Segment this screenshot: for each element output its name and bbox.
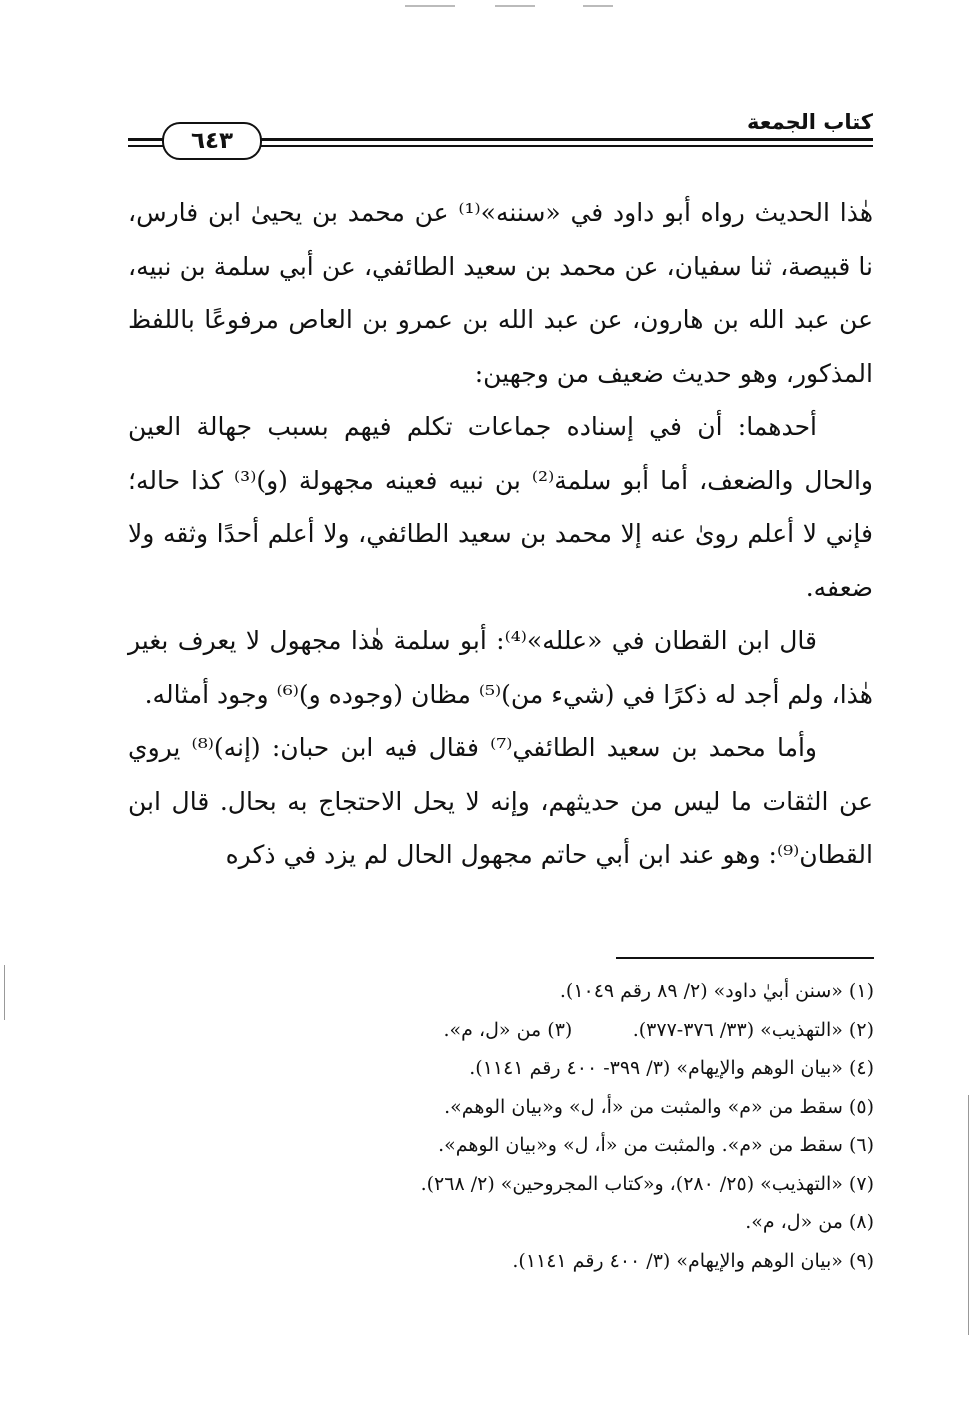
- page-header: [128, 108, 873, 158]
- footnote: (٤) «بيان الوهم والإيهام» (٣/ ٣٩٩- ٤٠٠ رقم ١١٤١).: [469, 1057, 874, 1079]
- footnotes: [300, 972, 874, 1280]
- paragraph: هٰذا الحديث رواه أبو داود في «سننه»⁽¹⁾ عن محمد بن يحيىٰ ابن فارس، نا قبيصة، ثنا سفيان، عن محمد بن سعيد الطائفي، عن أبي سلمة بن نبيه، عن عبد الله بن هارون، عن عبد الله بن عمرو بن العاص مرفوعًا باللفظ المذكور، وهو حديث ضعيف من وجهين:: [128, 198, 873, 388]
- footnote: (٢) «التهذيب» (٣٣/ ٣٧٦-٣٧٧). (٣) من «ل، م».: [443, 1018, 874, 1041]
- book-title: كتاب الجمعة: [747, 110, 873, 134]
- paragraph: أحدهما: أن في إسناده جماعات تكلم فيهم بسبب جهالة العين والحال والضعف، أما أبو سلمة⁽²⁾ بن نبيه فعينه مجهولة (و)⁽³⁾ كذا حاله؛ فإني لا أعلم روىٰ عنه إلا محمد بن سعيد الطائفي، ولا أعلم أحدًا وثقه ولا ضعفه.: [128, 412, 873, 602]
- footnote: (١) «سنن أبيٰ داود» (٢/ ٨٩ رقم ١٠٤٩).: [559, 980, 874, 1002]
- scan-edge-mark-right: [968, 1095, 969, 1335]
- main-text: [128, 186, 873, 882]
- scan-top-marks: [0, 2, 977, 12]
- paragraph: وأما محمد بن سعيد الطائفي⁽⁷⁾ فقال فيه ابن حبان: (إنه)⁽⁸⁾ يروي عن الثقات ما ليس من حديثهم، وإنه لا يحل الاحتجاج به بحال. قال ابن القطان⁽⁹⁾: وهو عند ابن أبي حاتم مجهول الحال لم يزد في ذكره: [128, 733, 874, 869]
- footnote: (٨) من «ل، م».: [745, 1211, 874, 1233]
- page-number: ٦٤٣: [162, 122, 262, 160]
- footnote: (٩) «بيان الوهم والإيهام» (٣/ ٤٠٠ رقم ١١٤١).: [512, 1249, 874, 1272]
- paragraph: قال ابن القطان في «علله»⁽⁴⁾: أبو سلمة هٰذا مجهول لا يعرف بغير هٰذا، ولم أجد له ذكرًا في (شيء من)⁽⁵⁾ مظان (وجوده و)⁽⁶⁾ وجود أمثاله.: [128, 626, 873, 709]
- scan-edge-mark-left: [4, 965, 5, 1020]
- footnote-separator: [616, 957, 874, 959]
- footnote: (٥) سقط من «م» والمثبت من «أ، ل» و«بيان الوهم».: [444, 1095, 874, 1118]
- footnote: (٧) «التهذيب» (٢٥/ ٢٨٠)، و«كتاب المجروحين» (٢/ ٢٦٨).: [420, 1172, 874, 1195]
- footnote: (٦) سقط من «م». والمثبت من «أ، ل» و«بيان الوهم».: [438, 1134, 874, 1156]
